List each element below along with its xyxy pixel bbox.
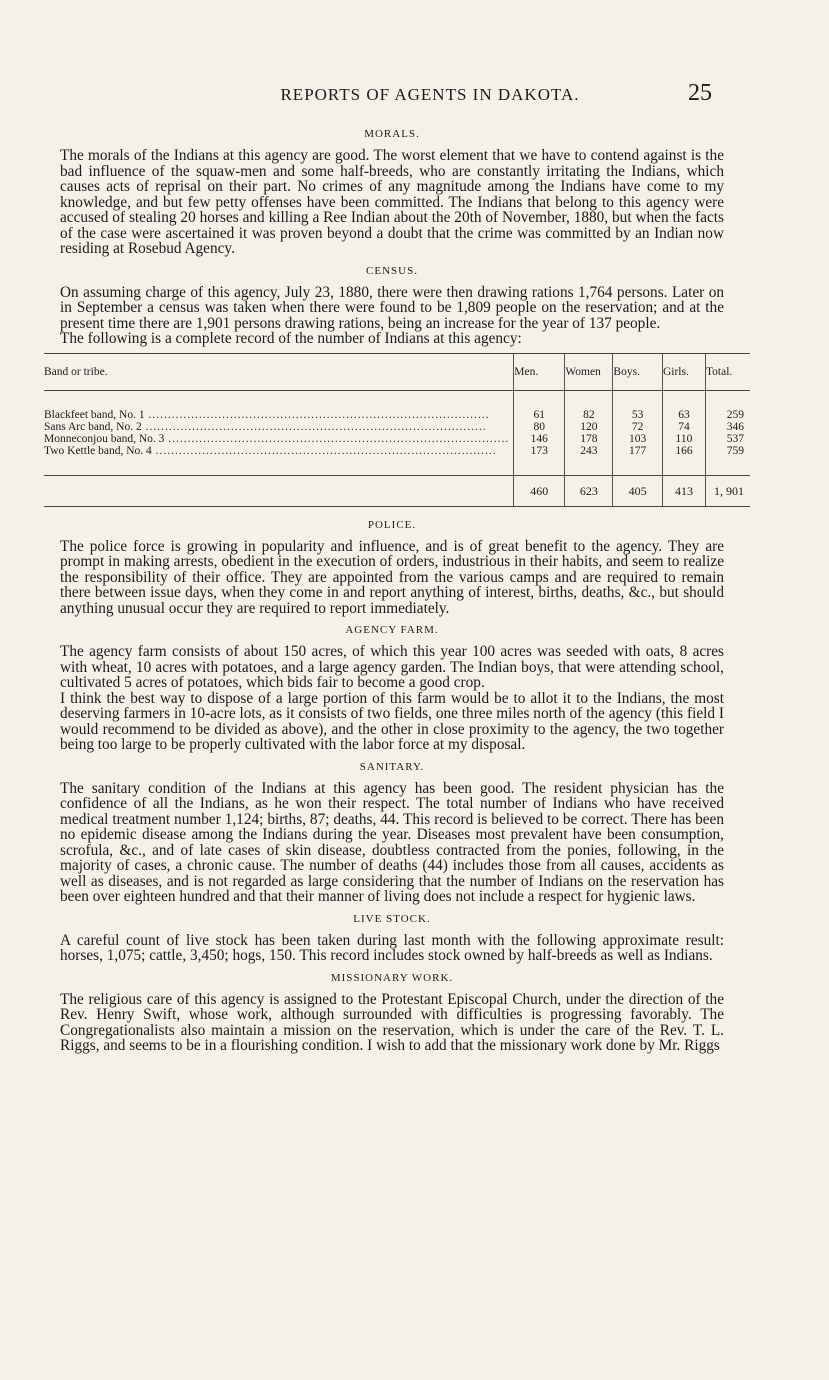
cell-total: 759 <box>705 445 750 457</box>
paragraph-police: The police force is growing in popularity and influence, and is of great benefit to the agency. They are prompt in making arrests, obedient in the execution of orders, industrious in their habits, and seem to realize the responsibility of their office. They are appointed from the various camps and are required to remain there between issue days, when they come in and report anything of interest, births, deaths, &c., but should anything unusual occur they are required to report immediately. <box>60 537 724 617</box>
header-men: Men. <box>514 353 565 390</box>
cell-girls: 110 <box>662 433 705 445</box>
cell-men: 80 <box>514 421 565 433</box>
cell-boys: 103 <box>613 433 663 445</box>
table-total-row <box>44 475 750 506</box>
paragraph-live-stock: A careful count of live stock has been taken during last month with the following approximate result: horses, 1,075; cattle, 3,450; hogs, 150. This record includes stock owned by half-breeds as well as Indians. <box>60 931 724 964</box>
band-name: Sans Arc band, No. 2 ..... <box>44 421 487 433</box>
paragraph-sanitary: The sanitary condition of the Indians at this agency has been good. The resident physician has the confidence of all the Indians, as he won their respect. The total number of Indians who have received medical treatment number 1,124; births, 87; deaths, 44. This record is believed to be correct. There has been no epidemic disease among the Indians during the year. Diseases most prevalent have been consumption, scrofula, &c., and of late cases of skin disease, doubtless contracted from the ponies, following, in the majority of cases, a chronic cause. The number of deaths (44) includes those from all causes, accidents as well as diseases, and is not regarded as large considering that the number of Indians on the reservation has been over eighteen hundred and that their manner of living does not include a respect for hygienic laws. <box>60 779 724 905</box>
table-row <box>44 445 750 457</box>
paragraph-census-intro: The following is a complete record of the number of Indians at this agency: <box>60 330 522 347</box>
cell-men: 173 <box>514 445 565 457</box>
cell-girls: 63 <box>662 409 705 421</box>
heading-morals: MORALS. <box>364 128 420 140</box>
cell-boys: 177 <box>613 445 663 457</box>
total-men: 460 <box>514 475 565 506</box>
total-boys: 405 <box>613 475 663 506</box>
paragraph-agency-farm-2: I think the best way to dispose of a large portion of this farm would be to allot it to the Indians, the most deserving farmers in 10-acre lots, as it consists of two fields, one three miles north of the agency (this field I would recommend to be divided as above), and the other in close proximity to the agency, the two together being too large to be properly cultivated with the labor force at my disposal. <box>60 689 724 753</box>
header-boys: Boys. <box>613 353 663 390</box>
heading-live-stock: LIVE STOCK. <box>353 912 431 925</box>
heading-census: CENSUS. <box>366 264 418 277</box>
heading-sanitary: SANITARY. <box>359 760 425 773</box>
paragraph-agency-farm: The agency farm consists of about 150 acres, of which this year 100 acres was seeded with oats, 8 acres with wheat, 10 acres with potatoes, and a large agency garden. The Indian boys, that were attending school, cultivated 5 acres of potatoes, which bids fair to become a good crop. <box>60 643 724 691</box>
heading-police: POLICE. <box>367 518 417 531</box>
page-body <box>44 128 744 1054</box>
cell-girls: 166 <box>662 445 705 457</box>
table-row <box>44 421 750 433</box>
total-women: 623 <box>565 475 613 506</box>
header-total: Total. <box>705 353 750 390</box>
cell-total: 259 <box>705 409 750 421</box>
table-row <box>44 409 750 421</box>
table-spacer <box>44 390 750 409</box>
header-girls: Girls. <box>662 353 705 390</box>
cell-women: 82 <box>565 409 613 421</box>
cell-total: 537 <box>705 433 750 445</box>
running-head: REPORTS OF AGENTS IN DAKOTA. <box>280 85 580 104</box>
table-row <box>44 433 750 445</box>
cell-boys: 72 <box>613 421 663 433</box>
table-header-row <box>44 353 750 390</box>
heading-missionary-work: MISSIONARY WORK. <box>330 971 454 984</box>
cell-women: 243 <box>565 445 613 457</box>
page-number: 25 <box>688 80 712 106</box>
cell-girls: 74 <box>662 421 705 433</box>
cell-total: 346 <box>705 421 750 433</box>
paragraph-missionary-work: The religious care of this agency is assigned to the Protestant Episcopal Church, under the direction of the Rev. Henry Swift, whose work, although surrounded with difficulties is progressing favorably. The Congregationalists also maintain a mission on the reservation, which is under the care of the Rev. T. L. Riggs, and seems to be in a flourishing condition. I wish to add that the missionary work done by Mr. Riggs <box>60 990 724 1054</box>
cell-women: 120 <box>565 421 613 433</box>
cell-boys: 53 <box>613 409 663 421</box>
heading-agency-farm: AGENCY FARM. <box>345 624 439 636</box>
band-name: Two Kettle band, No. 4 ..... <box>44 445 497 457</box>
cell-women: 178 <box>565 433 613 445</box>
band-name: Monneconjou band, No. 3 ..... <box>44 433 509 445</box>
cell-men: 61 <box>514 409 565 421</box>
cell-men: 146 <box>514 433 565 445</box>
band-name: Blackfeet band, No. 1 ..... <box>44 409 489 421</box>
table-spacer <box>44 457 750 476</box>
header-women: Women <box>565 353 613 390</box>
total-all: 1, 901 <box>705 475 750 506</box>
header-band: Band or tribe. <box>44 353 514 390</box>
paragraph-census: On assuming charge of this agency, July 23, 1880, there were then drawing rations 1,764 persons. Later on in September a census was taken when there were found to be 1,809 people on the reservation; and at the present time there are 1,901 persons drawing rations, being an increase for the year of 137 people. <box>60 283 724 332</box>
census-table-wrap <box>44 353 750 507</box>
total-girls: 413 <box>662 475 705 506</box>
census-table <box>44 353 750 507</box>
paragraph-morals: The morals of the Indians at this agency are good. The worst element that we have to contend against is the bad influence of the squaw-men and some half-breeds, who are constantly irritating the Indians, which causes acts of reprisal on their part. No crimes of any magnitude among the Indians have come to my knowledge, and but few petty offenses have been committed. The Indians that belong to this agency were accused of stealing 20 horses and killing a Ree Indian about the 20th of November, 1880, but when the facts of the case were ascertained it was proven beyond a doubt that the crime was committed by an Indian now residing at Rosebud Agency. <box>60 147 724 257</box>
